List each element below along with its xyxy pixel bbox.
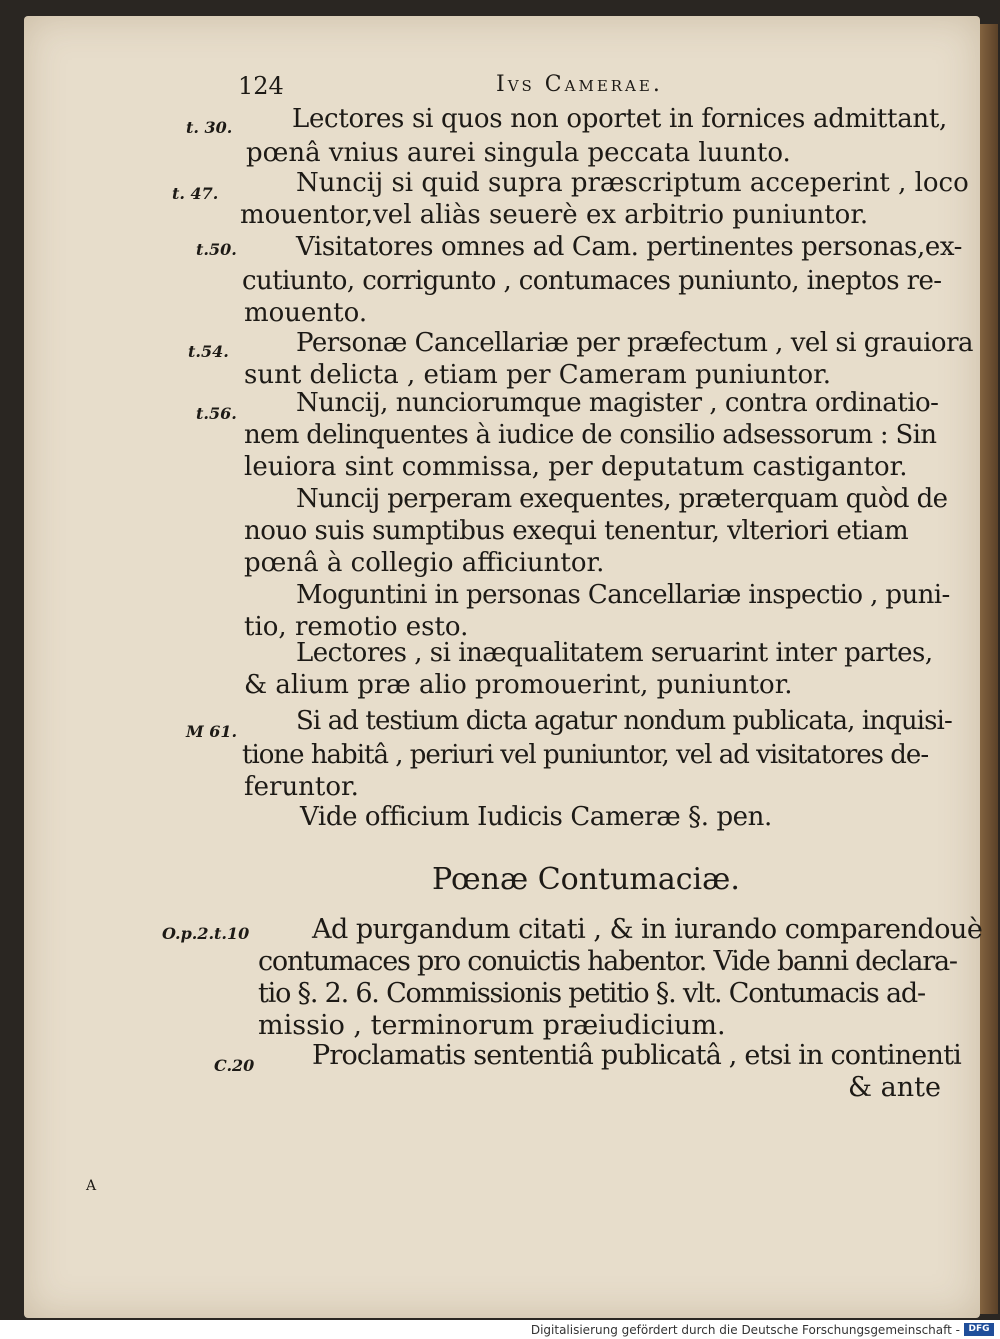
text-line: tio, remotio esto. <box>244 612 469 642</box>
text-line: leuiora sint commissa, per deputatum castigantor. <box>244 452 908 482</box>
digitization-footer <box>0 1320 1000 1339</box>
margin-note: M 61. <box>186 722 238 741</box>
text-line: cutiunto, corrigunto , contumaces puniunto, ineptos re- <box>242 266 942 296</box>
text-line: sunt delicta , etiam per Cameram puniuntor. <box>244 360 831 390</box>
text-line: Si ad testium dicta agatur nondum publicata, inquisi- <box>296 706 952 736</box>
section-heading: Pœnæ Contumaciæ. <box>432 862 740 897</box>
text-line: missio , terminorum præiudicium. <box>258 1010 726 1041</box>
text-line: mouentor,vel aliàs seuerè ex arbitrio puniuntor. <box>240 200 869 230</box>
margin-note: t.54. <box>188 342 229 361</box>
text-line: feruntor. <box>244 772 359 802</box>
text-line: Lectores , si inæqualitatem seruarint inter partes, <box>296 638 933 668</box>
running-title: Ivs Camerae. <box>496 72 663 97</box>
text-line: nem delinquentes à iudice de consilio adsessorum : Sin <box>244 420 937 450</box>
text-line: tione habitâ , periuri vel puniuntor, vel ad visitatores de- <box>242 740 929 770</box>
margin-note: C.20 <box>214 1056 255 1075</box>
text-line: Proclamatis sententiâ publicatâ , etsi in continenti <box>312 1040 961 1071</box>
text-line: mouento. <box>244 298 368 328</box>
dfg-logo: DFG <box>964 1323 994 1336</box>
text-line: Nuncij perperam exequentes, præterquam quòd de <box>296 484 948 514</box>
text-line: tio §. 2. 6. Commissionis petitio §. vlt. Contumacis ad- <box>258 978 925 1009</box>
text-line: Vide officium Iudicis Cameræ §. pen. <box>300 802 772 832</box>
text-line: & ante <box>848 1072 941 1103</box>
footer-credit: Digitalisierung gefördert durch die Deutsche Forschungsgemeinschaft - <box>530 1323 960 1337</box>
text-line: Nuncij si quid supra præscriptum acceperint , loco <box>296 168 969 198</box>
text-line: Nuncij, nunciorumque magister , contra ordinatio- <box>296 388 939 418</box>
text-line: Visitatores omnes ad Cam. pertinentes personas,ex- <box>296 232 963 262</box>
text-line: Moguntini in personas Cancellariæ inspectio , puni- <box>296 580 950 610</box>
text-line: nouo suis sumptibus exequi tenentur, vlteriori etiam <box>244 516 909 546</box>
text-line: Lectores si quos non oportet in fornices admittant, <box>292 104 947 134</box>
text-line: & alium præ alio promouerint, puniuntor. <box>244 670 793 700</box>
margin-note: t.50. <box>196 240 237 259</box>
text-line: pœnâ vnius aurei singula peccata luunto. <box>246 138 791 168</box>
text-line: Ad purgandum citati , & in iurando comparendouè <box>312 914 983 945</box>
margin-note: t. 47. <box>172 184 219 203</box>
text-line: Personæ Cancellariæ per præfectum , vel si grauiora <box>296 328 973 358</box>
page-number: 124 <box>238 72 284 100</box>
text-line: contumaces pro conuictis habentor. Vide banni declara- <box>258 946 957 977</box>
text-line: pœnâ à collegio afficiuntor. <box>244 548 605 578</box>
margin-note: O.p.2.t.10 <box>162 924 250 943</box>
margin-note: t.56. <box>196 404 237 423</box>
signature-mark: A <box>86 1178 97 1194</box>
margin-note: t. 30. <box>186 118 233 137</box>
